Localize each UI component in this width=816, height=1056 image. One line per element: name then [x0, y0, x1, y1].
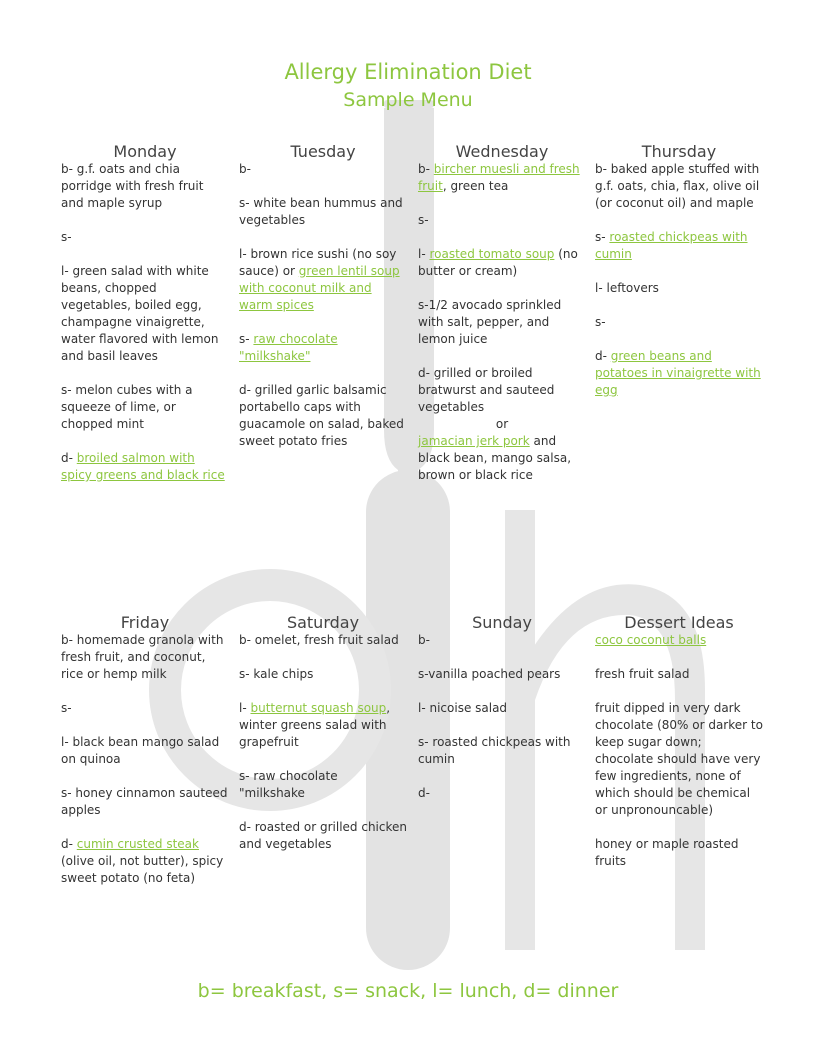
snack-entry: s-	[418, 213, 429, 227]
recipe-link[interactable]: roasted tomato soup	[429, 247, 555, 261]
recipe-link[interactable]: green lentil soup with coconut milk and warm spices	[239, 264, 400, 312]
lunch-entry: l- nicoise salad	[418, 701, 508, 715]
dinner-entry: d-	[418, 786, 430, 800]
snack-entry: s- roasted chickpeas with cumin	[418, 735, 571, 766]
column-friday	[61, 613, 229, 887]
lunch-entry: l- butternut squash soup, winter greens salad with grapefruit	[239, 701, 391, 749]
breakfast-entry: b- g.f. oats and chia porridge with fresh fruit and maple syrup	[61, 162, 204, 210]
snack-entry: s- melon cubes with a squeeze of lime, or chopped mint	[61, 383, 193, 431]
lunch-entry: l- green salad with white beans, chopped vegetables, boiled egg, champagne vinaigrette, water flavored with lemon and basil leaves	[61, 264, 219, 363]
column-sunday	[418, 613, 586, 802]
day-heading-monday: Monday	[113, 142, 177, 161]
snack-entry: s- raw chocolate "milkshake"	[239, 332, 338, 363]
legend-footer: b= breakfast, s= snack, l= lunch, d= dinner	[197, 980, 619, 1002]
day-heading-thursday: Thursday	[641, 142, 717, 161]
dinner-entry: d- green beans and potatoes in vinaigrette with egg	[595, 349, 761, 397]
recipe-link[interactable]: coco coconut balls	[595, 633, 707, 647]
dessert-entry: fresh fruit salad	[595, 667, 690, 681]
lunch-entry: l- roasted tomato soup (no butter or cream)	[418, 247, 578, 278]
dinner-entry: d- grilled garlic balsamic portabello caps with guacamole on salad, baked sweet potato fries	[239, 383, 404, 448]
breakfast-entry: b- omelet, fresh fruit salad	[239, 633, 399, 647]
recipe-link[interactable]: roasted chickpeas with cumin	[595, 230, 748, 261]
recipe-link[interactable]: bircher muesli and fresh fruit	[418, 162, 580, 193]
column-thursday	[595, 142, 763, 399]
column-monday	[61, 142, 229, 484]
recipe-link[interactable]: raw chocolate "milkshake"	[239, 332, 338, 363]
day-heading-friday: Friday	[120, 613, 170, 632]
lunch-entry: l- black bean mango salad on quinoa	[61, 735, 220, 766]
dessert-entry: honey or maple roasted fruits	[595, 837, 739, 868]
day-heading-dessert: Dessert Ideas	[624, 613, 734, 632]
snack-entry: s- roasted chickpeas with cumin	[595, 230, 748, 261]
day-heading-tuesday: Tuesday	[290, 142, 356, 161]
breakfast-entry: b-	[418, 633, 430, 647]
snack-entry: s-	[595, 315, 606, 329]
recipe-link[interactable]: jamacian jerk pork	[418, 434, 530, 448]
snack-entry: s- white bean hummus and vegetables	[239, 196, 403, 227]
column-wednesday	[418, 142, 586, 484]
snack-entry: s- honey cinnamon sauteed apples	[61, 786, 228, 817]
snack-entry: s-	[61, 230, 72, 244]
page-title: Allergy Elimination Diet	[284, 60, 532, 84]
breakfast-entry: b- bircher muesli and fresh fruit, green tea	[418, 162, 580, 193]
dessert-entry	[595, 632, 763, 649]
recipe-link[interactable]: broiled salmon with spicy greens and black rice	[61, 451, 225, 482]
dinner-entry: d- grilled or broiled bratwurst and sauteed vegetables or jamacian jerk pork and black bean, mango salsa, brown or black rice	[418, 365, 586, 484]
snack-entry: s-	[61, 701, 72, 715]
dinner-entry: d- roasted or grilled chicken and vegetables	[239, 820, 407, 851]
recipe-link[interactable]: butternut squash soup	[250, 701, 387, 715]
lunch-entry: l- leftovers	[595, 281, 659, 295]
dinner-entry: d- cumin crusted steak (olive oil, not butter), spicy sweet potato (no feta)	[61, 837, 224, 885]
or-divider: or	[495, 417, 509, 431]
day-heading-saturday: Saturday	[286, 613, 360, 632]
breakfast-entry: b- homemade granola with fresh fruit, and coconut, rice or hemp milk	[61, 633, 224, 681]
page-subtitle: Sample Menu	[343, 89, 473, 111]
snack-entry: s-1/2 avocado sprinkled with salt, pepper, and lemon juice	[418, 298, 562, 346]
dinner-entry: d- broiled salmon with spicy greens and black rice	[61, 451, 225, 482]
breakfast-entry: b- baked apple stuffed with g.f. oats, chia, flax, olive oil (or coconut oil) and maple	[595, 162, 760, 210]
breakfast-entry: b-	[239, 162, 251, 176]
dessert-entry: fruit dipped in very dark chocolate (80% or darker to keep sugar down; chocolate should have very few ingredients, none of which should be chemical or unpronouncable)	[595, 701, 763, 817]
snack-entry: s- raw chocolate "milkshake	[239, 769, 338, 800]
snack-entry: s-vanilla poached pears	[418, 667, 561, 681]
day-heading-sunday: Sunday	[472, 613, 532, 632]
snack-entry: s- kale chips	[239, 667, 314, 681]
lunch-entry: l- brown rice sushi (no soy sauce) or green lentil soup with coconut milk and warm spices	[239, 247, 400, 312]
column-tuesday	[239, 142, 407, 450]
column-saturday	[239, 613, 407, 853]
column-dessert-ideas	[595, 613, 763, 870]
recipe-link[interactable]: green beans and potatoes in vinaigrette with egg	[595, 349, 761, 397]
day-heading-wednesday: Wednesday	[455, 142, 549, 161]
recipe-link[interactable]: cumin crusted steak	[76, 837, 199, 851]
